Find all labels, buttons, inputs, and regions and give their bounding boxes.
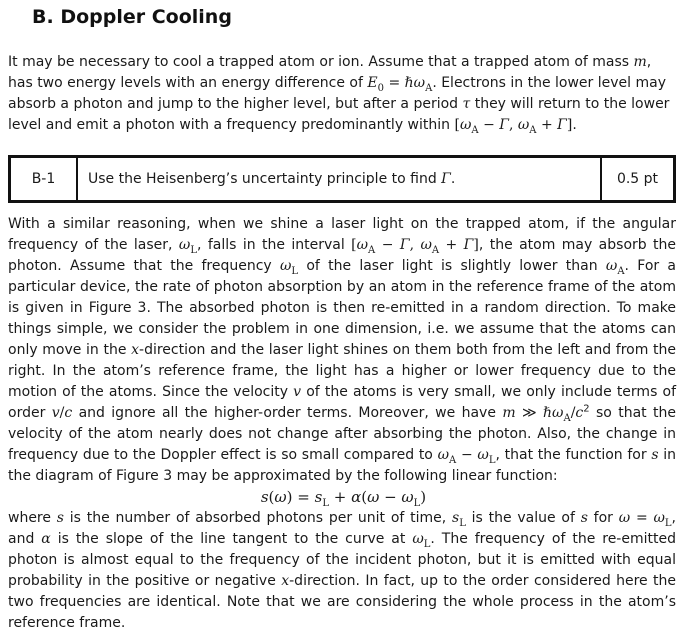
- body-paragraph-3: where s is the number of absorbed photons per unit of time, $s_L$ is the value of s for $\omega = \omega_L$, and α is the slope of the line tangent to the curve at $\omega_L$. The frequency of the re-emitted photon is almost equal to the frequency of the incident photon, but it is emitted with equal probability in the positive or negative x-direction. In fact, up to the order considered here the two frequencies are identical. Note that we are considering the whole process in the atom’s reference frame.: [8, 510, 676, 631]
- task-b1-box: [8, 155, 676, 203]
- body-paragraph-2: With a similar reasoning, when we shine a laser light on the trapped atom, if the angular frequency of the laser, $\omega_L$, falls in the interval [$\omega_A - \Gamma$, $\omega_A + \Gamma$], the atom may absorb the photon. Assume that the frequency $\omega_L$ of the laser light is slightly lower than $\omega_A$. For a particular device, the rate of photon absorption by an atom in the reference frame of the atom is given in Figure 3. The absorbed photon is then re-emitted in a random direction. To make things simple, we consider the problem in one dimension, i.e. we assume that the atoms can only move in the x-direction and the laser light shines on them both from the left and from the right. In the atom’s reference frame, the light has a higher or lower frequency due to the motion of the atoms. Since the velocity v of the atoms is very small, we only include terms of order v/c and ignore all the higher-order terms. Moreover, we have m ≫ $\hbar\omega_A/c^2$ so that the velocity of the atom nearly does not change after absorbing the photon. Also, the change in frequency due to the Doppler effect is so small compared to $\omega_A - \omega_L$, that the function for s in the diagram of Figure 3 may be approximated by the following linear function:: [8, 216, 677, 484]
- task-points: 0.5 pt: [601, 157, 675, 202]
- linear-function-equation: $s(\omega) = s_L + \alpha(\omega - \omega_L)$: [260, 488, 427, 509]
- intro-paragraph: It may be necessary to cool a trapped atom or ion. Assume that a trapped atom of mass m, has two energy levels with an energy difference of $E_0$ = ℏω$_A$. Electrons in the lower level may absorb a photon and jump to the higher level, but after a period τ they will return to the lower level and emit a photon with a frequency predominantly within [$\omega_A - \Gamma$, $\omega_A + \Gamma$].: [8, 54, 670, 136]
- task-id: B-1: [10, 157, 78, 202]
- task-question: Use the Heisenberg’s uncertainty principle to find Γ.: [77, 157, 601, 202]
- section-title: B. Doppler Cooling: [32, 6, 232, 28]
